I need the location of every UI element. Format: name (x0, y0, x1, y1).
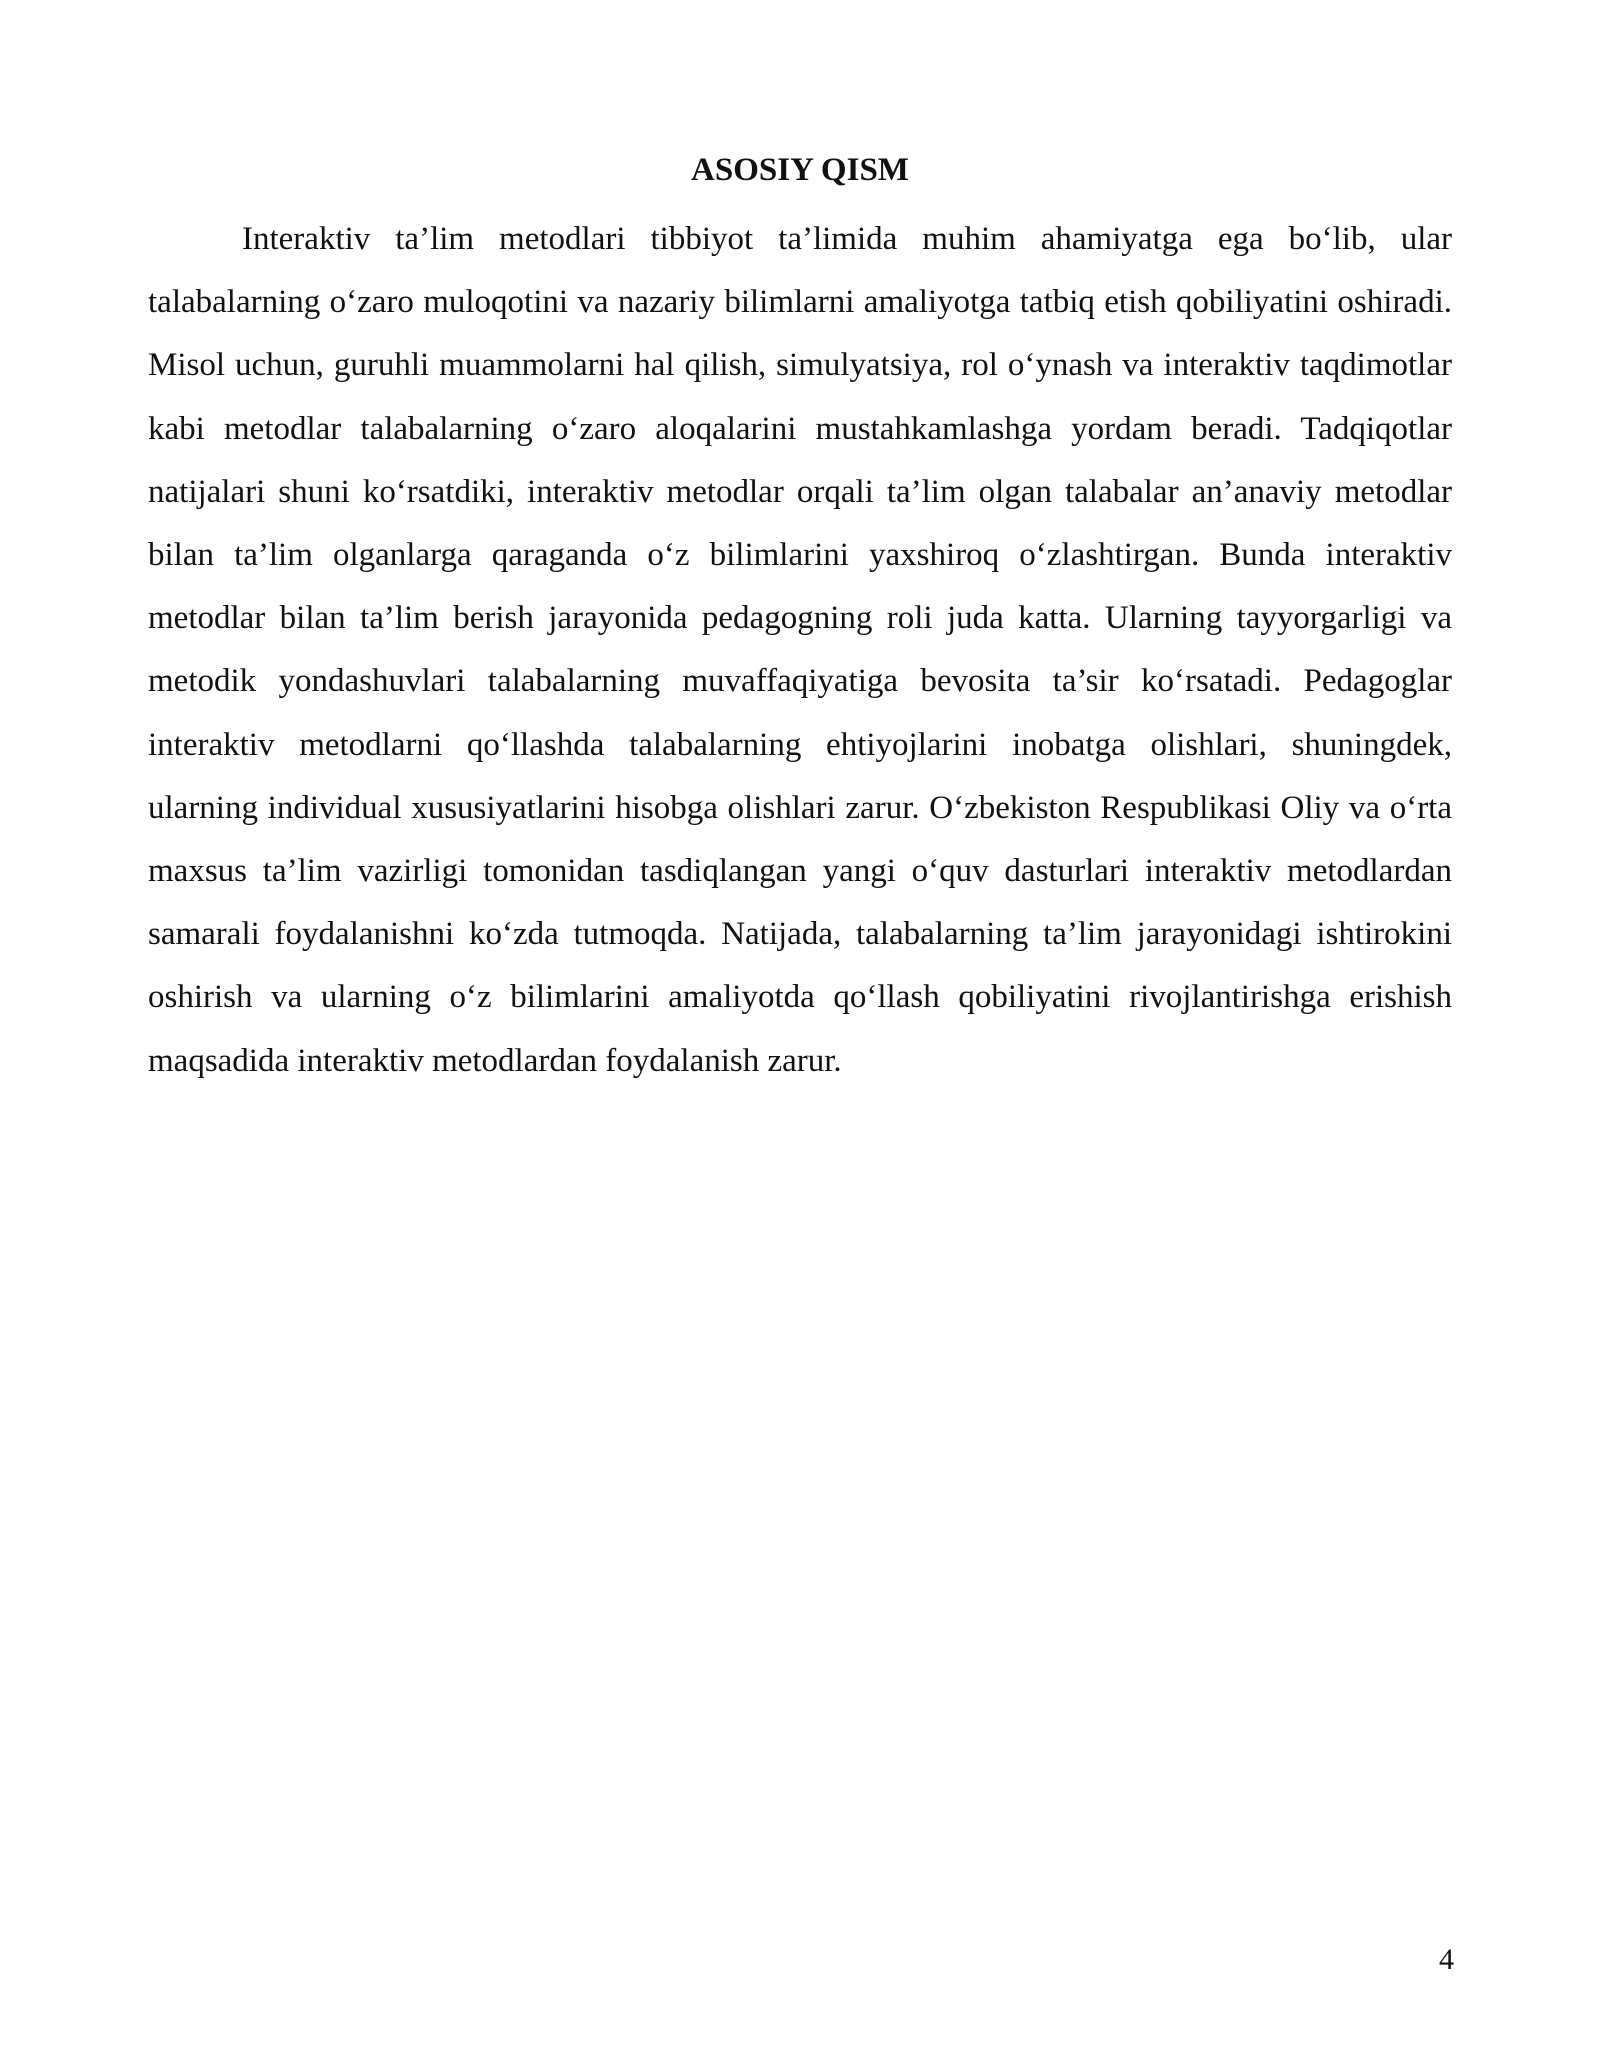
page-content (148, 146, 1452, 1093)
body-paragraph: Interaktiv ta’lim metodlari tibbiyot ta’limida muhim ahamiyatga ega bo‘lib, ular talabalarning o‘zaro muloqotini va nazariy bilimlarni amaliyotga tatbiq etish qobiliyatini oshiradi. Misol uchun, guruhli muammolarni hal qilish, simulyatsiya, rol o‘ynash va interaktiv taqdimotlar kabi metodlar talabalarning o‘zaro aloqalarini mustahkamlashga yordam beradi. Tadqiqotlar natijalari shuni ko‘rsatdiki, interaktiv metodlar orqali ta’lim olgan talabalar an’anaviy metodlar bilan ta’lim olganlarga qaraganda o‘z bilimlarini yaxshiroq o‘zlashtirgan. Bunda interaktiv metodlar bilan ta’lim berish jarayonida pedagogning roli juda katta. Ularning tayyorgarligi va metodik yondashuvlari talabalarning muvaffaqiyatiga bevosita ta’sir ko‘rsatadi. Pedagoglar interaktiv metodlarni qo‘llashda talabalarning ehtiyojlarini inobatga olishlari, shuningdek, ularning individual xususiyatlarini hisobga olishlari zarur. O‘zbekiston Respublikasi Oliy va o‘rta maxsus ta’lim vazirligi tomonidan tasdiqlangan yangi o‘quv dasturlari interaktiv metodlardan samarali foydalanishni ko‘zda tutmoqda. Natijada, talabalarning ta’lim jarayonidagi ishtirokini oshirish va ularning o‘z bilimlarini amaliyotda qo‘llash qobiliyatini rivojlantirishga erishish maqsadida interaktiv metodlardan foydalanish zarur. (148, 221, 1452, 1079)
section-heading: ASOSIY QISM (691, 152, 909, 188)
page-number: 4 (1439, 1943, 1454, 1976)
